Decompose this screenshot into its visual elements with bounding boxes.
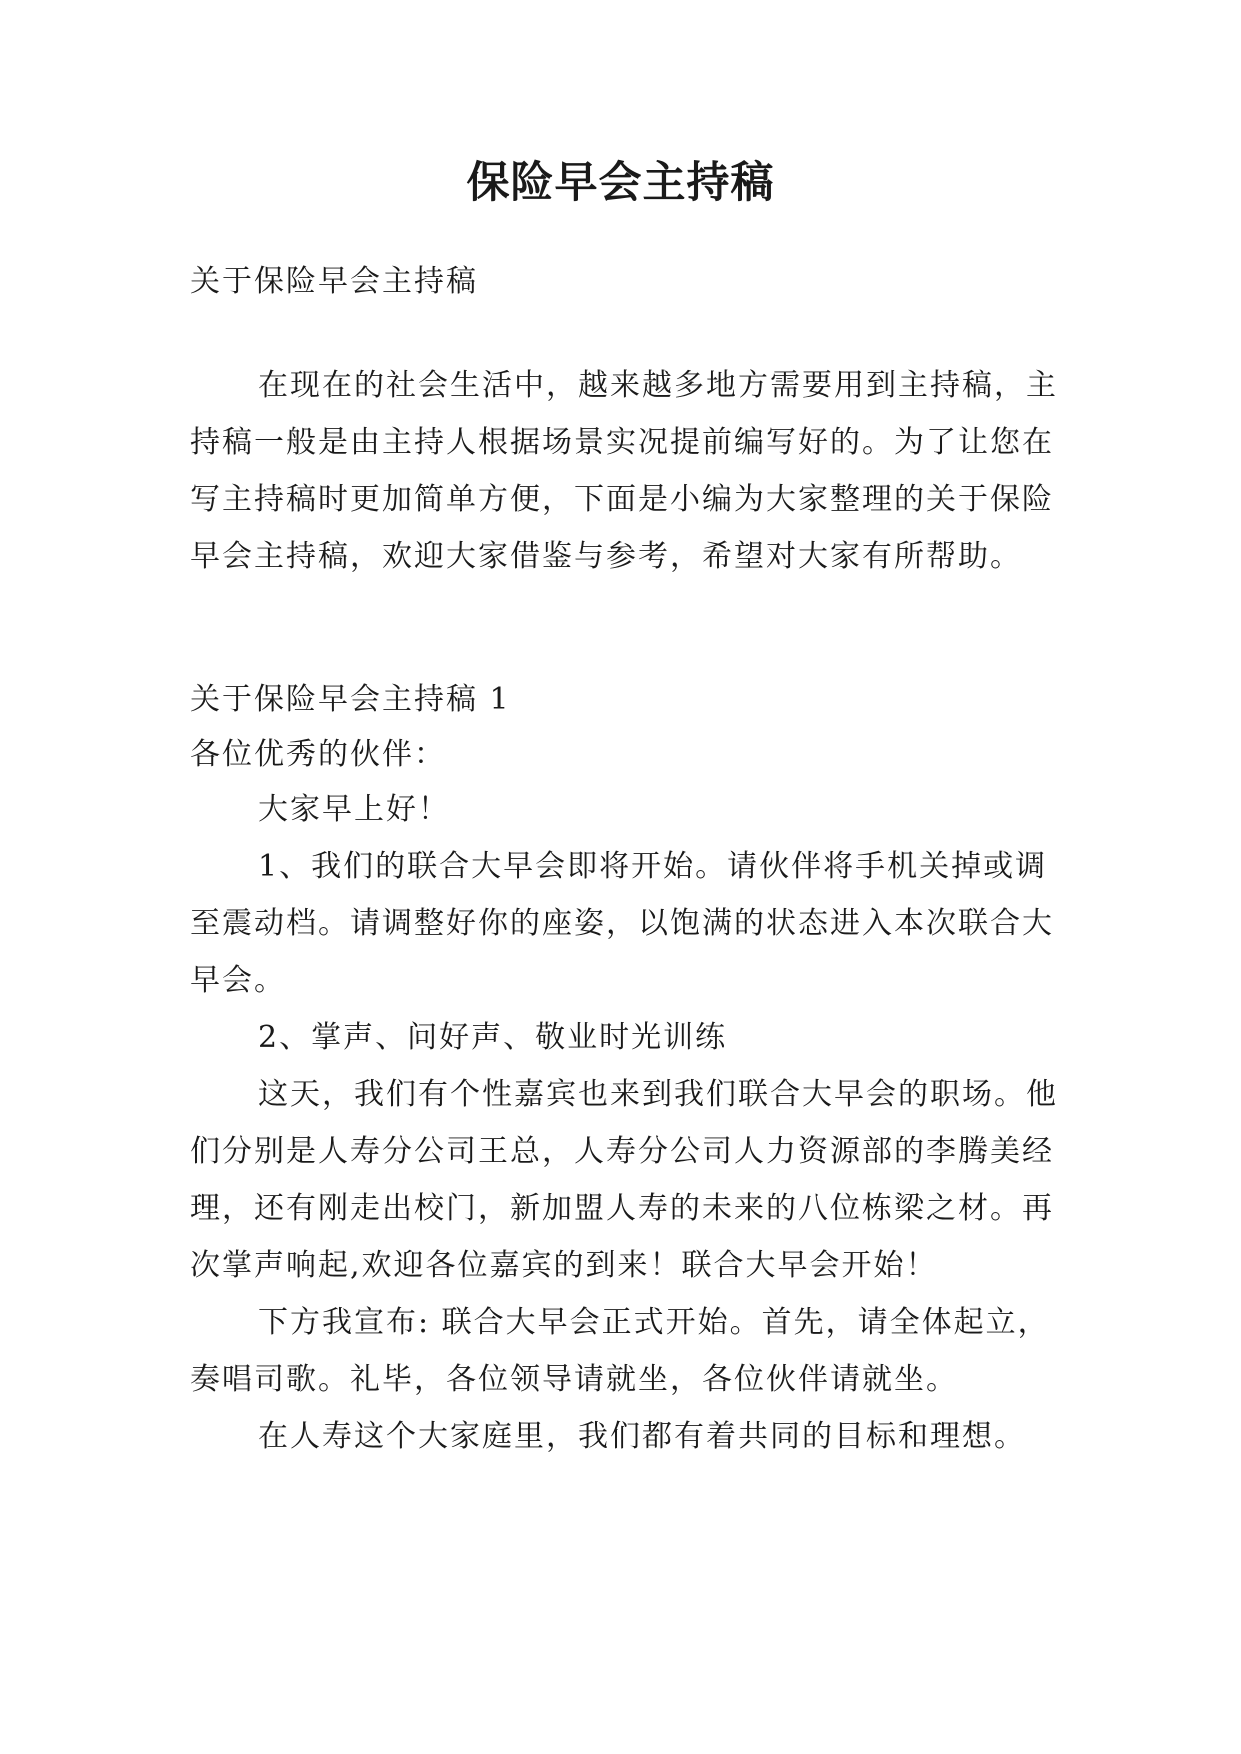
section-heading: 关于保险早会主持稿 1 (190, 682, 511, 717)
body-paragraph: 这天，我们有个性嘉宾也来到我们联合大早会的职场。他们分别是人寿分公司王总，人寿分公司人力资源部的李腾美经理，还有刚走出校门，新加盟人寿的未来的八位栋梁之材。再次掌声响起,欢迎各位嘉宾的到来！联合大早会开始！ (190, 1077, 1058, 1283)
body-paragraph: 下方我宣布: 联合大早会正式开始。首先，请全体起立，奏唱司歌。礼毕，各位领导请就坐，各位伙伴请就坐。 (190, 1305, 1050, 1397)
salutation: 各位优秀的伙伴： (190, 737, 446, 772)
document-title: 保险早会主持稿 (466, 158, 775, 208)
body-paragraph: 在人寿这个大家庭里，我们都有着共同的目标和理想。 (258, 1419, 1026, 1454)
body-paragraph: 2、掌声、问好声、敬业时光训练 (258, 1020, 728, 1055)
speech-body (190, 781, 1065, 1465)
body-paragraph: 1、我们的联合大早会即将开始。请伙伴将手机关掉或调至震动档。请调整好你的座姿，以饱满的状态进入本次联合大早会。 (190, 849, 1054, 998)
greeting-paragraph: 大家早上好！ (258, 792, 450, 827)
intro-paragraph: 在现在的社会生活中，越来越多地方需要用到主持稿，主持稿一般是由主持人根据场景实况提前编写好的。为了让您在写主持稿时更加简单方便，下面是小编为大家整理的关于保险早会主持稿，欢迎大家借鉴与参考，希望对大家有所帮助。 (190, 368, 1058, 574)
document-subtitle: 关于保险早会主持稿 (190, 264, 478, 299)
